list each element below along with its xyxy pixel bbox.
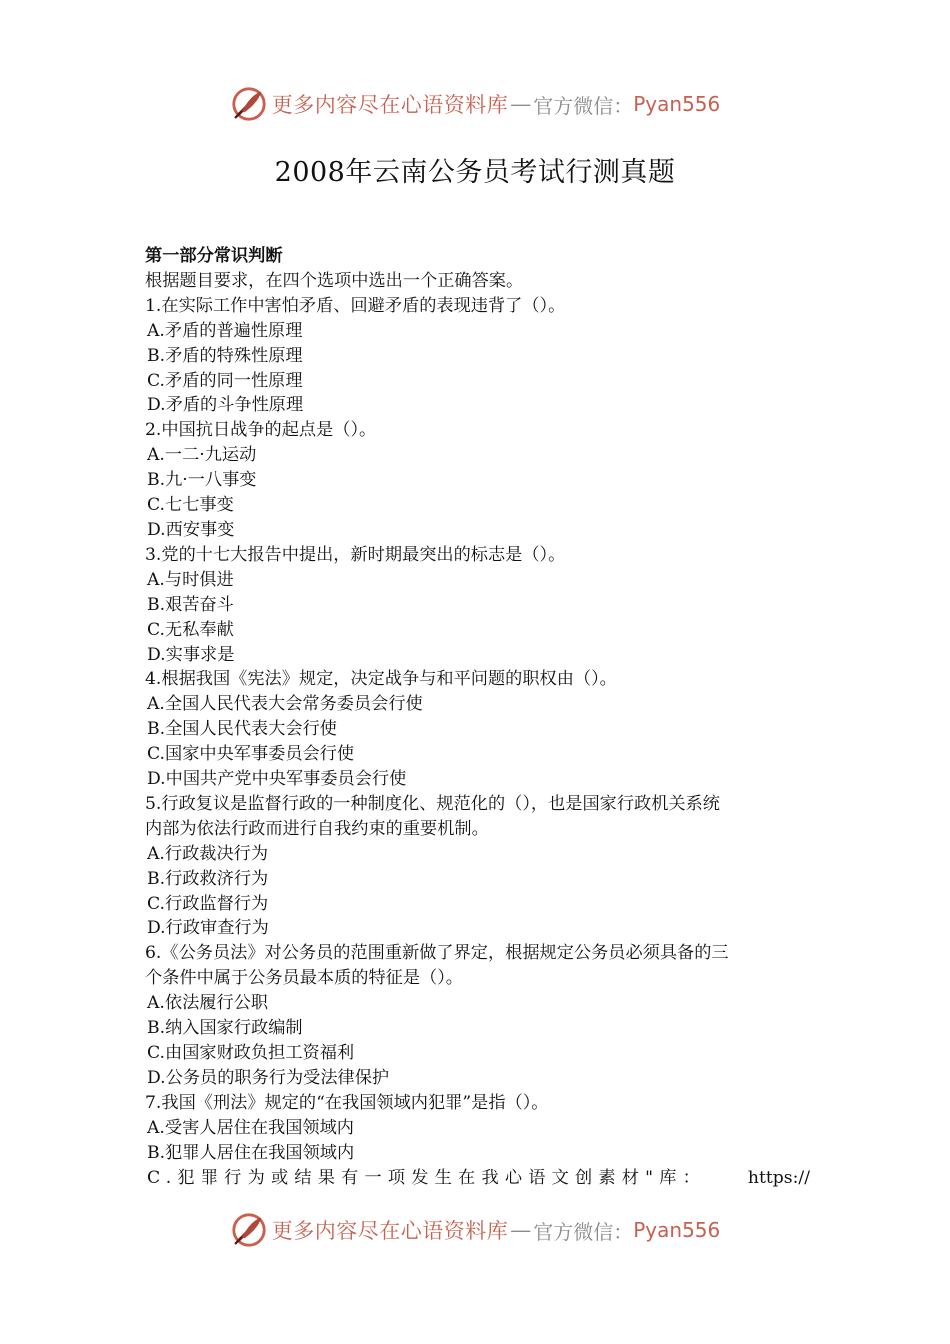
watermark-wechat-id: Pyan556: [633, 1218, 721, 1242]
url-text: https://: [747, 1167, 810, 1188]
quill-logo-icon: [230, 1211, 268, 1249]
watermark-wechat-label: 官方微信：: [533, 93, 634, 118]
option-line: D.矛盾的斗争性原理: [147, 395, 304, 416]
question-line: 4.根据我国《宪法》规定，决定战争与和平问题的职权由（）。: [145, 669, 617, 690]
option-line: A.行政裁决行为: [147, 843, 269, 864]
instruction-text: 根据题目要求，在四个选项中选出一个正确答案。: [145, 270, 524, 291]
option-line: D.实事求是: [147, 644, 235, 665]
quill-logo-icon: [230, 85, 268, 123]
watermark-slogan: 更多内容尽在心语资料库: [271, 1219, 509, 1243]
option-line: A.与时俱进: [147, 569, 234, 590]
option-line: A.一二·九运动: [147, 445, 257, 466]
option-line: B.全国人民代表大会行使: [147, 719, 337, 740]
question-line: 7.我国《刑法》规定的“在我国领域内犯罪”是指（）。: [145, 1092, 549, 1113]
watermark-slogan: 更多内容尽在心语资料库: [271, 93, 509, 117]
question-line: 5.行政复议是监督行政的一种制度化、规范化的（），也是国家行政机关系统: [145, 793, 720, 814]
option-line: B.九·一八事变: [147, 470, 257, 491]
option-line: B.犯罪人居住在我国领域内: [147, 1142, 355, 1163]
header-watermark: [0, 82, 950, 126]
question-line: 6.《公务员法》对公务员的范围重新做了界定，根据规定公务员必须具备的三: [145, 943, 729, 964]
question-line: 1.在实际工作中害怕矛盾、回避矛盾的表现违背了（）。: [145, 295, 566, 316]
option-line: C.国家中央军事委员会行使: [147, 744, 355, 765]
option-line: B.艰苦奋斗: [147, 594, 234, 615]
option-line: D.公务员的职务行为受法律保护: [147, 1067, 390, 1088]
section-heading: 第一部分常识判断: [145, 246, 283, 266]
footer-watermark: [0, 1208, 950, 1252]
document-body: [145, 244, 810, 1190]
watermark-wechat-id: Pyan556: [633, 92, 721, 116]
option-line: C.无私奉献: [147, 619, 234, 640]
option-line: C.矛盾的同一性原理: [147, 370, 303, 391]
option-line: [145, 1166, 810, 1191]
option-line: A.受害人居住在我国领域内: [147, 1117, 354, 1138]
option-line: D.行政审查行为: [147, 918, 269, 939]
option-line: D.西安事变: [147, 519, 235, 540]
watermark-separator: —: [510, 92, 532, 116]
option-line: C.七七事变: [147, 495, 234, 516]
option-line: C.由国家财政负担工资福利: [147, 1043, 355, 1063]
question-list: [145, 294, 810, 1166]
option-line: A.矛盾的普遍性原理: [147, 320, 303, 341]
option-line: B.纳入国家行政编制: [147, 1018, 303, 1039]
document-title: 2008年云南公务员考试行测真题: [274, 157, 676, 188]
question-line: 内部为依法行政而进行自我约束的重要机制。: [145, 818, 489, 839]
option-line: D.中国共产党中央军事委员会行使: [147, 769, 407, 790]
watermark-separator: —: [510, 1218, 532, 1242]
option-line: A.依法履行公职: [147, 993, 269, 1014]
question-line: 3.党的十七大报告中提出，新时期最突出的标志是（）。: [145, 544, 566, 565]
option-line: B.矛盾的特殊性原理: [147, 345, 303, 366]
watermark-wechat-label: 官方微信：: [533, 1219, 634, 1244]
option-line: C.行政监督行为: [147, 893, 269, 914]
question-line: 2.中国抗日战争的起点是（）。: [145, 420, 377, 441]
option-line: A.全国人民代表大会常务委员会行使: [147, 694, 423, 715]
question-line: 个条件中属于公务员最本质的特征是（）。: [145, 968, 463, 989]
option-text: C.犯罪行为或结果有一项发生在我心语文创素材"库：: [147, 1167, 707, 1188]
option-line: B.行政救济行为: [147, 868, 269, 889]
